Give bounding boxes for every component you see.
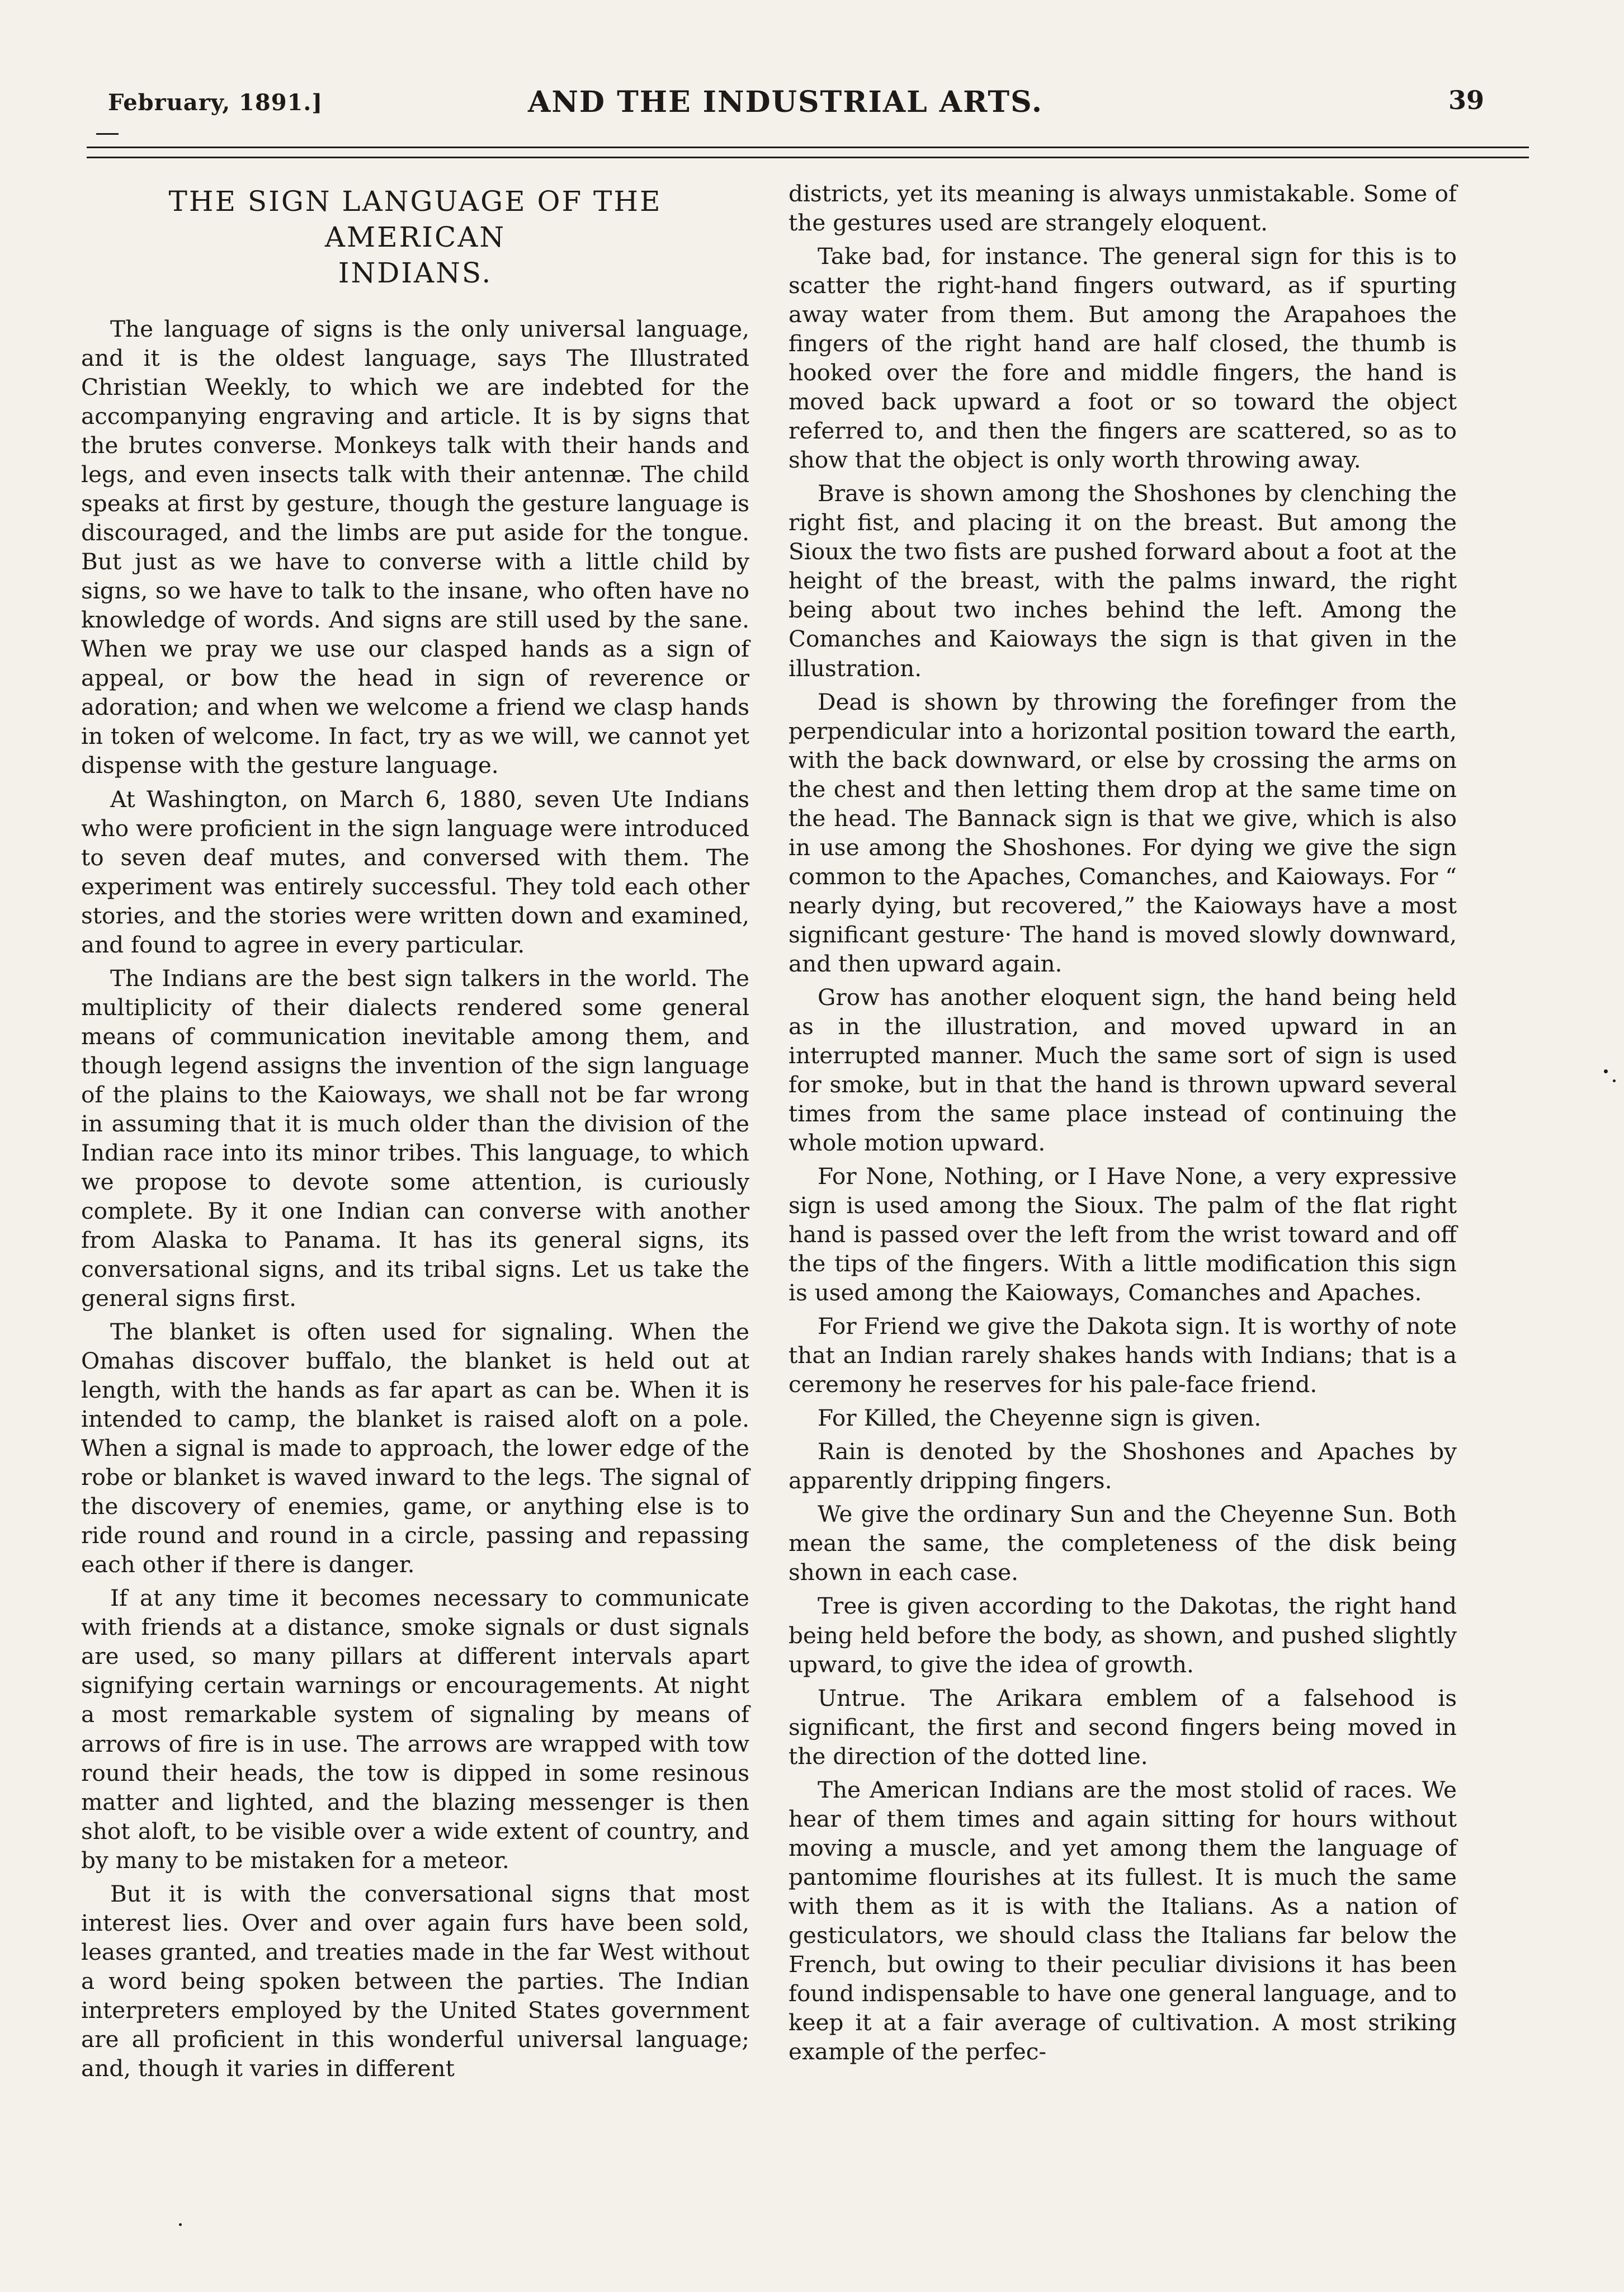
article-title-line-1: THE SIGN LANGUAGE OF THE AMERICAN (168, 185, 662, 253)
ink-speck (1604, 1069, 1608, 1073)
paragraph: Grow has another eloquent sign, the hand being held as in the illustration, and moved upward in an interrupted manner. Much the same sort of sign is used for smoke, but in that the hand is thrown upward several times from the same place instead of continuing the whole motion upward. (789, 983, 1457, 1156)
article-title (81, 183, 749, 291)
paragraph: Take bad, for instance. The general sign for this is to scatter the right-hand fingers outward, as if spurting away water from them. But among the Arapahoes the fingers of the right hand are half closed, the thumb is hooked over the fore and middle fingers, the hand is moved back upward a foot or so toward the object referred to, and then the fingers are scattered, so as to show that the object is only worth throwing away. (789, 243, 1457, 474)
paragraph: The blanket is often used for signaling. When the Omahas discover buffalo, the blanket is held out at length, with the hands as far apart as can be. When it is intended to camp, the blanket is raised aloft on a pole. When a signal is made to approach, the lower edge of the robe or blanket is waved inward to the legs. The signal of the discovery of enemies, game, or anything else is to ride round and round in a circle, passing and repassing each other if there is danger. (81, 1318, 749, 1578)
ink-speck (1613, 1079, 1616, 1082)
left-column (81, 179, 749, 2087)
paragraph: For Friend we give the Dakota sign. It is worthy of note that an Indian rarely shakes hands with Indians; that is a ceremony he reserves for his pale-face friend. (789, 1313, 1457, 1398)
paragraph: The Indians are the best sign talkers in the world. The multiplicity of their dialects rendered some general means of communication inevitable among them, and though legend assigns the invention of the sign language of the plains to the Kaioways, we shall not be far wrong in assuming that it is much older than the division of the Indian race into its minor tribes. This language, to which we propose to devote some attention, is curiously complete. By it one Indian can converse with another from Alaska to Panama. It has its general signs, its conversational signs, and its tribal signs. Let us take the general signs first. (81, 964, 749, 1312)
paragraph: For Killed, the Cheyenne sign is given. (818, 1404, 1262, 1432)
header-mark (96, 133, 119, 135)
paragraph-continued: districts, yet its meaning is always unmistakable. Some of the gestures used are strangely eloquent. (789, 180, 1457, 237)
paragraph: Untrue. The Arikara emblem of a falsehood is significant, the first and second fingers being moved in the direction of the dotted line. (789, 1684, 1457, 1770)
right-column (789, 179, 1457, 2071)
paragraph: The American Indians are the most stolid of races. We hear of them times and again sitting for hours without moving a muscle, and yet among them the language of pantomime flourishes at its fullest. It is much the same with them as it is with the Italians. As a nation of gesticulators, we should class the Italians far below the French, but owing to their peculiar divisions it has been found indispensable to have one general language, and to keep it at a fair average of cultivation. A most striking example of the perfec- (789, 1776, 1457, 2065)
paragraph: For None, Nothing, or I Have None, a very expressive sign is used among the Sioux. The palm of the flat right hand is passed over the left from the wrist toward and off the tips of the fingers. With a little modification this sign is used among the Kaioways, Comanches and Apaches. (789, 1163, 1457, 1307)
paragraph: If at any time it becomes necessary to communicate with friends at a distance, smoke signals or dust signals are used, so many pillars at different intervals apart signifying certain warnings or encouragements. At night a most remarkable system of signaling by means of arrows of fire is in use. The arrows are wrapped with tow round their heads, the tow is dipped in some resinous matter and lighted, and the blazing messenger is then shot aloft, to be visible over a wide extent of country, and by many to be mistaken for a meteor. (81, 1584, 749, 1874)
paragraph: The language of signs is the only universal language, and it is the oldest language, says The Illustrated Christian Weekly, to which we are indebted for the accompanying engraving and article. It is by signs that the brutes converse. Monkeys talk with their hands and legs, and even insects talk with their antennæ. The child speaks at first by gesture, though the gesture language is discouraged, and the limbs are put aside for the tongue. But just as we have to converse with a little child by signs, so we have to talk to the insane, who often have no knowledge of words. And signs are still used by the sane. When we pray we use our clasped hands as a sign of appeal, or bow the head in sign of reverence or adoration; and when we welcome a friend we clasp hands in token of welcome. In fact, try as we will, we cannot yet dispense with the gesture language. (81, 315, 749, 779)
paragraph: Dead is shown by throwing the forefinger from the perpendicular into a horizontal position toward the earth, with the back downward, or else by crossing the arms on the chest and then letting them drop at the same time on the head. The Bannack sign is that we give, which is also in use among the Shoshones. For dying we give the sign common to the Apaches, Comanches, and Kaioways. For “ nearly dying, but recovered,” the Kaioways have a most significant gesture· The hand is moved slowly downward, and then upward again. (789, 688, 1457, 977)
ink-speck (179, 2223, 182, 2226)
running-header (87, 84, 1484, 129)
paragraph: At Washington, on March 6, 1880, seven Ute Indians who were proficient in the sign language were introduced to seven deaf mutes, and conversed with them. The experiment was entirely successful. They told each other stories, and the stories were written down and examined, and found to agree in every particular. (81, 785, 749, 958)
journal-title: AND THE INDUSTRIAL ARTS. (528, 85, 1043, 119)
paragraph: We give the ordinary Sun and the Cheyenne Sun. Both mean the same, the completeness of the disk being shown in each case. (789, 1501, 1457, 1586)
paragraph: Tree is given according to the Dakotas, the right hand being held before the body, as shown, and pushed slightly upward, to give the idea of growth. (789, 1592, 1457, 1678)
paragraph: Brave is shown among the Shoshones by clenching the right fist, and placing it on the breast. But among the Sioux the two fists are pushed forward about a foot at the height of the breast, with the palms inward, the right being about two inches behind the left. Among the Comanches and Kaioways the sign is that given in the illustration. (789, 480, 1457, 682)
header-rule-bottom (87, 157, 1529, 158)
header-rule-top (87, 147, 1529, 148)
issue-date: February, 1891.] (108, 89, 323, 116)
page-number: 39 (1448, 85, 1484, 115)
paragraph: Rain is denoted by the Shoshones and Apaches by apparently dripping fingers. (789, 1438, 1457, 1494)
paragraph: But it is with the conversational signs that most interest lies. Over and over again furs have been sold, leases granted, and treaties made in the far West without a word being spoken between the parties. The Indian interpreters employed by the United States government are all proficient in this wonderful universal language; and, though it varies in different (81, 1880, 749, 2082)
article-title-line-2: INDIANS. (338, 257, 493, 289)
